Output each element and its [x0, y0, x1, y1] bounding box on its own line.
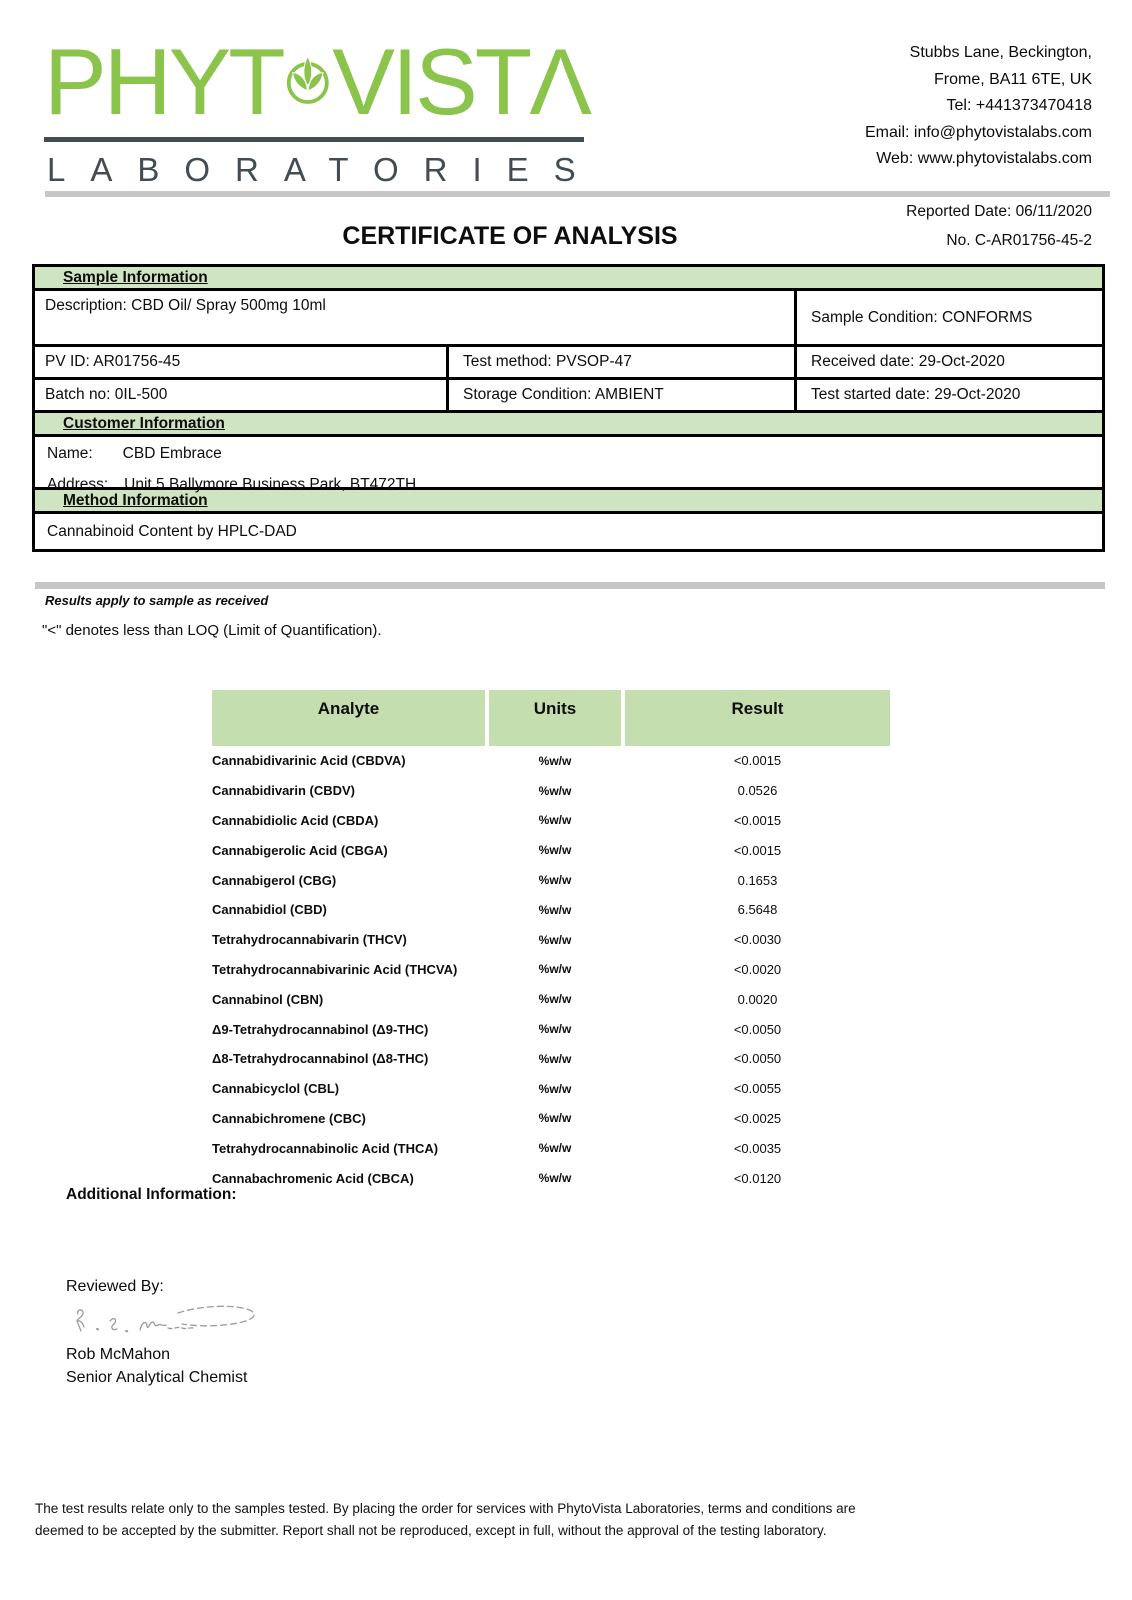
analyte-name: Cannabidiolic Acid (CBDA)	[212, 812, 379, 828]
results-table-header	[212, 690, 890, 746]
analyte-units: %w/w	[538, 843, 572, 858]
received-date-cell: Received date: 29-Oct-2020	[811, 353, 1005, 370]
customer-name-label: Name:	[47, 445, 93, 462]
analyte-units: %w/w	[538, 932, 572, 947]
results-note-loq: "<" denotes less than LOQ (Limit of Quantification).	[42, 622, 382, 639]
reviewer-name: Rob McMahon	[66, 1346, 171, 1363]
analyte-units: %w/w	[538, 992, 572, 1007]
analyte-units: %w/w	[538, 1171, 572, 1186]
table-row	[212, 925, 890, 955]
logo-text-right: VISTΛ	[332, 29, 589, 134]
table-row	[212, 895, 890, 925]
table-row	[212, 1074, 890, 1104]
section-header-customer-information	[35, 413, 1102, 437]
table-row	[212, 1044, 890, 1074]
table-row	[212, 746, 890, 776]
analyte-units: %w/w	[538, 1022, 572, 1037]
section-title: Method Information	[63, 491, 208, 509]
table-row	[212, 776, 890, 806]
pv-id-row	[35, 347, 1102, 380]
table-row	[212, 1104, 890, 1134]
analyte-result: 6.5648	[737, 902, 778, 918]
column-header-result: Result	[625, 690, 890, 746]
analyte-units: %w/w	[538, 1051, 572, 1066]
analyte-units: %w/w	[538, 873, 572, 888]
analyte-name: Δ9-Tetrahydrocannabinol (Δ9-THC)	[212, 1021, 429, 1037]
analyte-units: %w/w	[538, 753, 572, 768]
analyte-result: 0.0526	[737, 783, 778, 799]
customer-name-line	[47, 445, 1102, 463]
reviewer-title: Senior Analytical Chemist	[66, 1369, 248, 1386]
table-row	[212, 806, 890, 836]
pv-id-cell: PV ID: AR01756-45	[35, 347, 449, 377]
info-table	[32, 264, 1105, 552]
additional-information-label: Additional Information:	[66, 1186, 237, 1203]
phytovista-logo	[44, 29, 601, 189]
analyte-result: <0.0030	[733, 932, 782, 948]
analyte-result: <0.0055	[733, 1081, 782, 1097]
analyte-units: %w/w	[538, 902, 572, 917]
customer-name-value: CBD Embrace	[122, 445, 222, 462]
analyte-name: Cannabinol (CBN)	[212, 991, 324, 1007]
analyte-units: %w/w	[538, 1111, 572, 1126]
analyte-name: Cannabigerolic Acid (CBGA)	[212, 842, 388, 858]
analyte-result: <0.0015	[733, 753, 782, 769]
method-cell: Cannabinoid Content by HPLC-DAD	[47, 522, 297, 540]
phone-line: Tel: +441373470418	[946, 97, 1092, 114]
analyte-units: %w/w	[538, 813, 572, 828]
analyte-result: 0.0020	[737, 991, 778, 1007]
description-cell: Description: CBD Oil/ Spray 500mg 10ml	[35, 291, 797, 344]
analyte-result: <0.0020	[733, 961, 782, 977]
logo-subtitle: LABORATORIES	[47, 151, 601, 188]
footer-line-2: deemed to be accepted by the submitter. Report shall not be reproduced, except in full, without the approval of the testing laboratory.	[35, 1522, 827, 1538]
signature-image	[66, 1300, 276, 1344]
section-title: Customer Information	[63, 414, 225, 432]
section-title: Sample Information	[63, 268, 208, 286]
analyte-name: Tetrahydrocannabivarinic Acid (THCVA)	[212, 961, 458, 977]
table-row	[212, 984, 890, 1014]
column-header-analyte: Analyte	[212, 690, 485, 746]
address-line-1: Stubbs Lane, Beckington,	[909, 44, 1092, 61]
leaf-icon	[284, 31, 332, 133]
reviewed-by-label: Reviewed By:	[66, 1278, 164, 1295]
analyte-units: %w/w	[538, 1141, 572, 1156]
analyte-units: %w/w	[538, 1081, 572, 1096]
reported-date: Reported Date: 06/11/2020	[906, 203, 1092, 220]
results-table	[212, 690, 890, 1193]
logo-divider	[44, 137, 584, 142]
customer-info-cell	[35, 437, 1102, 493]
analyte-name: Cannabigerol (CBG)	[212, 872, 337, 888]
web-line: Web: www.phytovistalabs.com	[876, 150, 1092, 167]
customer-address-value: Unit 5 Ballymore Business Park, BT472TH	[124, 476, 417, 493]
storage-condition-cell: Storage Condition: AMBIENT	[449, 380, 797, 410]
analyte-name: Tetrahydrocannabivarin (THCV)	[212, 932, 407, 948]
test-started-date-cell: Test started date: 29-Oct-2020	[811, 386, 1021, 403]
batch-no-cell: Batch no: 0IL-500	[35, 380, 449, 410]
footer-line-1: The test results relate only to the samples tested. By placing the order for services with PhytoVista Laboratories, terms and conditions are	[35, 1501, 856, 1516]
header-divider-bar	[45, 191, 1110, 197]
sample-description-row	[35, 291, 1102, 347]
section-header-method-information	[35, 490, 1102, 514]
lab-contact-block	[865, 40, 1092, 173]
batch-row	[35, 380, 1102, 413]
analyte-result: <0.0120	[733, 1170, 782, 1186]
table-row	[212, 955, 890, 985]
review-block	[66, 1278, 276, 1387]
analyte-units: %w/w	[538, 783, 572, 798]
customer-address-label: Address:	[47, 476, 109, 493]
table-row	[212, 835, 890, 865]
analyte-name: Δ8-Tetrahydrocannabinol (Δ8-THC)	[212, 1051, 429, 1067]
analyte-units: %w/w	[538, 962, 572, 977]
test-method-cell: Test method: PVSOP-47	[449, 347, 797, 377]
table-row	[212, 1133, 890, 1163]
analyte-result: <0.0050	[733, 1051, 782, 1067]
section-divider-bar	[35, 582, 1105, 589]
analyte-result: <0.0015	[733, 842, 782, 858]
section-header-sample-information	[35, 267, 1102, 291]
analyte-name: Cannabidiol (CBD)	[212, 902, 327, 918]
certificate-number: No. C-AR01756-45-2	[946, 232, 1092, 249]
analyte-name: Cannabichromene (CBC)	[212, 1110, 366, 1126]
analyte-result: <0.0025	[733, 1110, 782, 1126]
address-line-2: Frome, BA11 6TE, UK	[934, 70, 1092, 88]
logo-wordmark	[44, 30, 589, 134]
table-row	[212, 1163, 890, 1193]
column-header-units: Units	[489, 690, 621, 746]
analyte-name: Tetrahydrocannabinolic Acid (THCA)	[212, 1140, 439, 1156]
analyte-name: Cannabidivarinic Acid (CBDVA)	[212, 753, 406, 769]
analyte-name: Cannabidivarin (CBDV)	[212, 783, 356, 799]
footer-disclaimer	[35, 1498, 1097, 1541]
table-row	[212, 865, 890, 895]
email-line: Email: info@phytovistalabs.com	[865, 123, 1092, 141]
sample-condition-cell: Sample Condition: CONFORMS	[811, 308, 1033, 326]
analyte-result: 0.1653	[737, 872, 778, 888]
results-note-sample-as-received: Results apply to sample as received	[45, 593, 269, 608]
analyte-result: <0.0015	[733, 812, 782, 828]
table-row	[212, 1014, 890, 1044]
analyte-name: Cannabicyclol (CBL)	[212, 1081, 340, 1097]
logo-text-left: PHYT	[44, 29, 283, 134]
page-title: CERTIFICATE OF ANALYSIS	[342, 222, 678, 250]
analyte-name: Cannabachromenic Acid (CBCA)	[212, 1170, 414, 1186]
analyte-result: <0.0050	[733, 1021, 782, 1037]
analyte-result: <0.0035	[733, 1140, 782, 1156]
